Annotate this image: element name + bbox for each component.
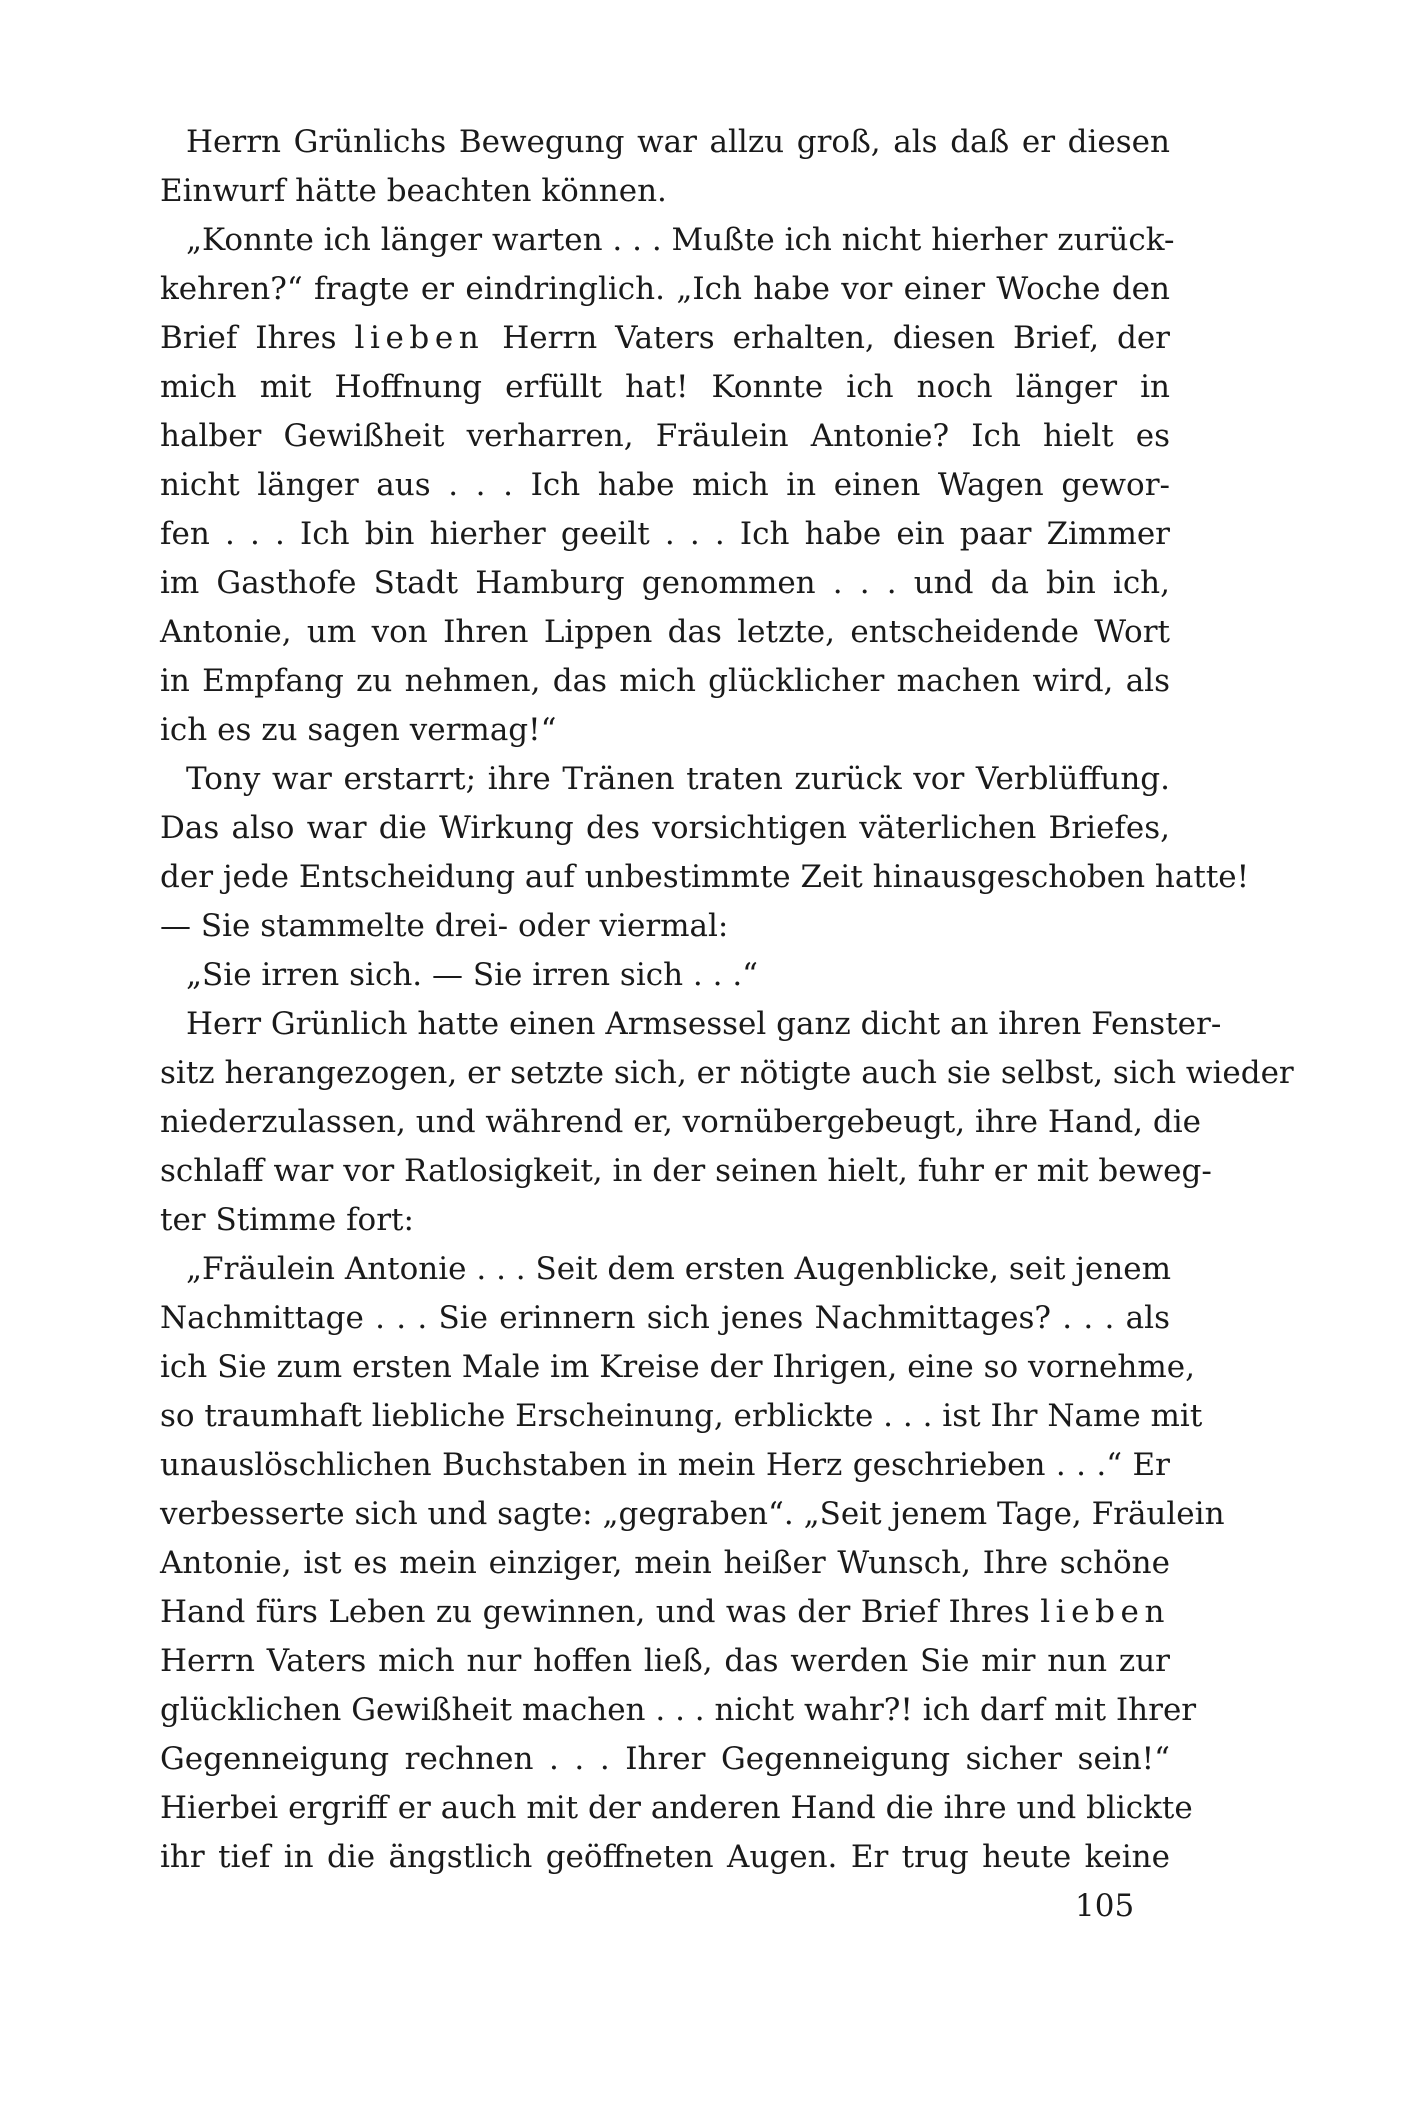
page-number: 105 (1075, 1888, 1135, 1924)
body-text (160, 118, 1294, 1882)
emphasized-word: lieben (354, 320, 485, 356)
text-line: Einwurf hätte beachten können. (160, 173, 667, 209)
text-line: schlaff war vor Ratlosigkeit, in der seinen hielt, fuhr er mit beweg- (160, 1153, 1212, 1189)
text-line: nicht länger aus . . . Ich habe mich in einen Wagen gewor- (160, 467, 1170, 503)
text-line: Gegenneigung rechnen . . . Ihrer Gegenneigung sicher sein!“ (160, 1741, 1170, 1777)
text-line: glücklichen Gewißheit machen . . . nicht wahr?! ich darf mit Ihrer (160, 1692, 1197, 1728)
text-line: fen . . . Ich bin hierher geeilt . . . Ich habe ein paar Zimmer (160, 516, 1170, 552)
text-line: niederzulassen, und während er, vornübergebeugt, ihre Hand, die (160, 1104, 1201, 1140)
text-line: ter Stimme fort: (160, 1202, 414, 1238)
text-line: Brief Ihres lieben Herrn Vaters erhalten, diesen Brief, der (160, 320, 1170, 356)
text-line: — Sie stammelte drei- oder viermal: (160, 908, 729, 944)
text-line: Hand fürs Leben zu gewinnen, und was der Brief Ihres lieben (160, 1594, 1170, 1630)
text-line: ich Sie zum ersten Male im Kreise der Ihrigen, eine so vornehme, (160, 1349, 1195, 1385)
text-line: in Empfang zu nehmen, das mich glücklicher machen wird, als (160, 663, 1170, 699)
text-line: verbesserte sich und sagte: „gegraben“. „Seit jenem Tage, Fräulein (160, 1496, 1225, 1532)
text-line: der jede Entscheidung auf unbestimmte Zeit hinausgeschoben hatte! (160, 859, 1250, 895)
text-line: Antonie, um von Ihren Lippen das letzte, entscheidende Wort (160, 614, 1170, 650)
text-line: Herr Grünlich hatte einen Armsessel ganz dicht an ihren Fenster- (186, 1006, 1222, 1042)
text-line: mich mit Hoffnung erfüllt hat! Konnte ich noch länger in (160, 369, 1170, 405)
text-line: halber Gewißheit verharren, Fräulein Antonie? Ich hielt es (160, 418, 1170, 454)
text-line: Antonie, ist es mein einziger, mein heißer Wunsch, Ihre schöne (160, 1545, 1170, 1581)
text-line: Nachmittage . . . Sie erinnern sich jenes Nachmittages? . . . als (160, 1300, 1170, 1336)
text-line: ihr tief in die ängstlich geöffneten Augen. Er trug heute keine (160, 1839, 1170, 1875)
text-line: Herrn Grünlichs Bewegung war allzu groß, als daß er diesen (186, 124, 1170, 160)
text-line: „Konnte ich länger warten . . . Mußte ich nicht hierher zurück- (186, 222, 1175, 258)
text-line: Hierbei ergriff er auch mit der anderen Hand die ihre und blickte (160, 1790, 1193, 1826)
text-line: sitz herangezogen, er setzte sich, er nötigte auch sie selbst, sich wieder (160, 1055, 1294, 1091)
text-line: im Gasthofe Stadt Hamburg genommen . . . und da bin ich, (160, 565, 1170, 601)
text-line: so traumhaft liebliche Erscheinung, erblickte . . . ist Ihr Name mit (160, 1398, 1203, 1434)
text-line: unauslöschlichen Buchstaben in mein Herz geschrieben . . .“ Er (160, 1447, 1170, 1483)
text-line: Tony war erstarrt; ihre Tränen traten zurück vor Verblüffung. (186, 761, 1170, 797)
text-line: kehren?“ fragte er eindringlich. „Ich habe vor einer Woche den (160, 271, 1170, 307)
text-line: „Fräulein Antonie . . . Seit dem ersten Augenblicke, seit jenem (186, 1251, 1171, 1287)
text-line: ich es zu sagen vermag!“ (160, 712, 557, 748)
text-line: „Sie irren sich. — Sie irren sich . . .“ (186, 957, 759, 993)
text-line: Herrn Vaters mich nur hoffen ließ, das werden Sie mir nun zur (160, 1643, 1170, 1679)
text-line: Das also war die Wirkung des vorsichtigen väterlichen Briefes, (160, 810, 1170, 846)
emphasized-word: lieben (1040, 1594, 1170, 1630)
